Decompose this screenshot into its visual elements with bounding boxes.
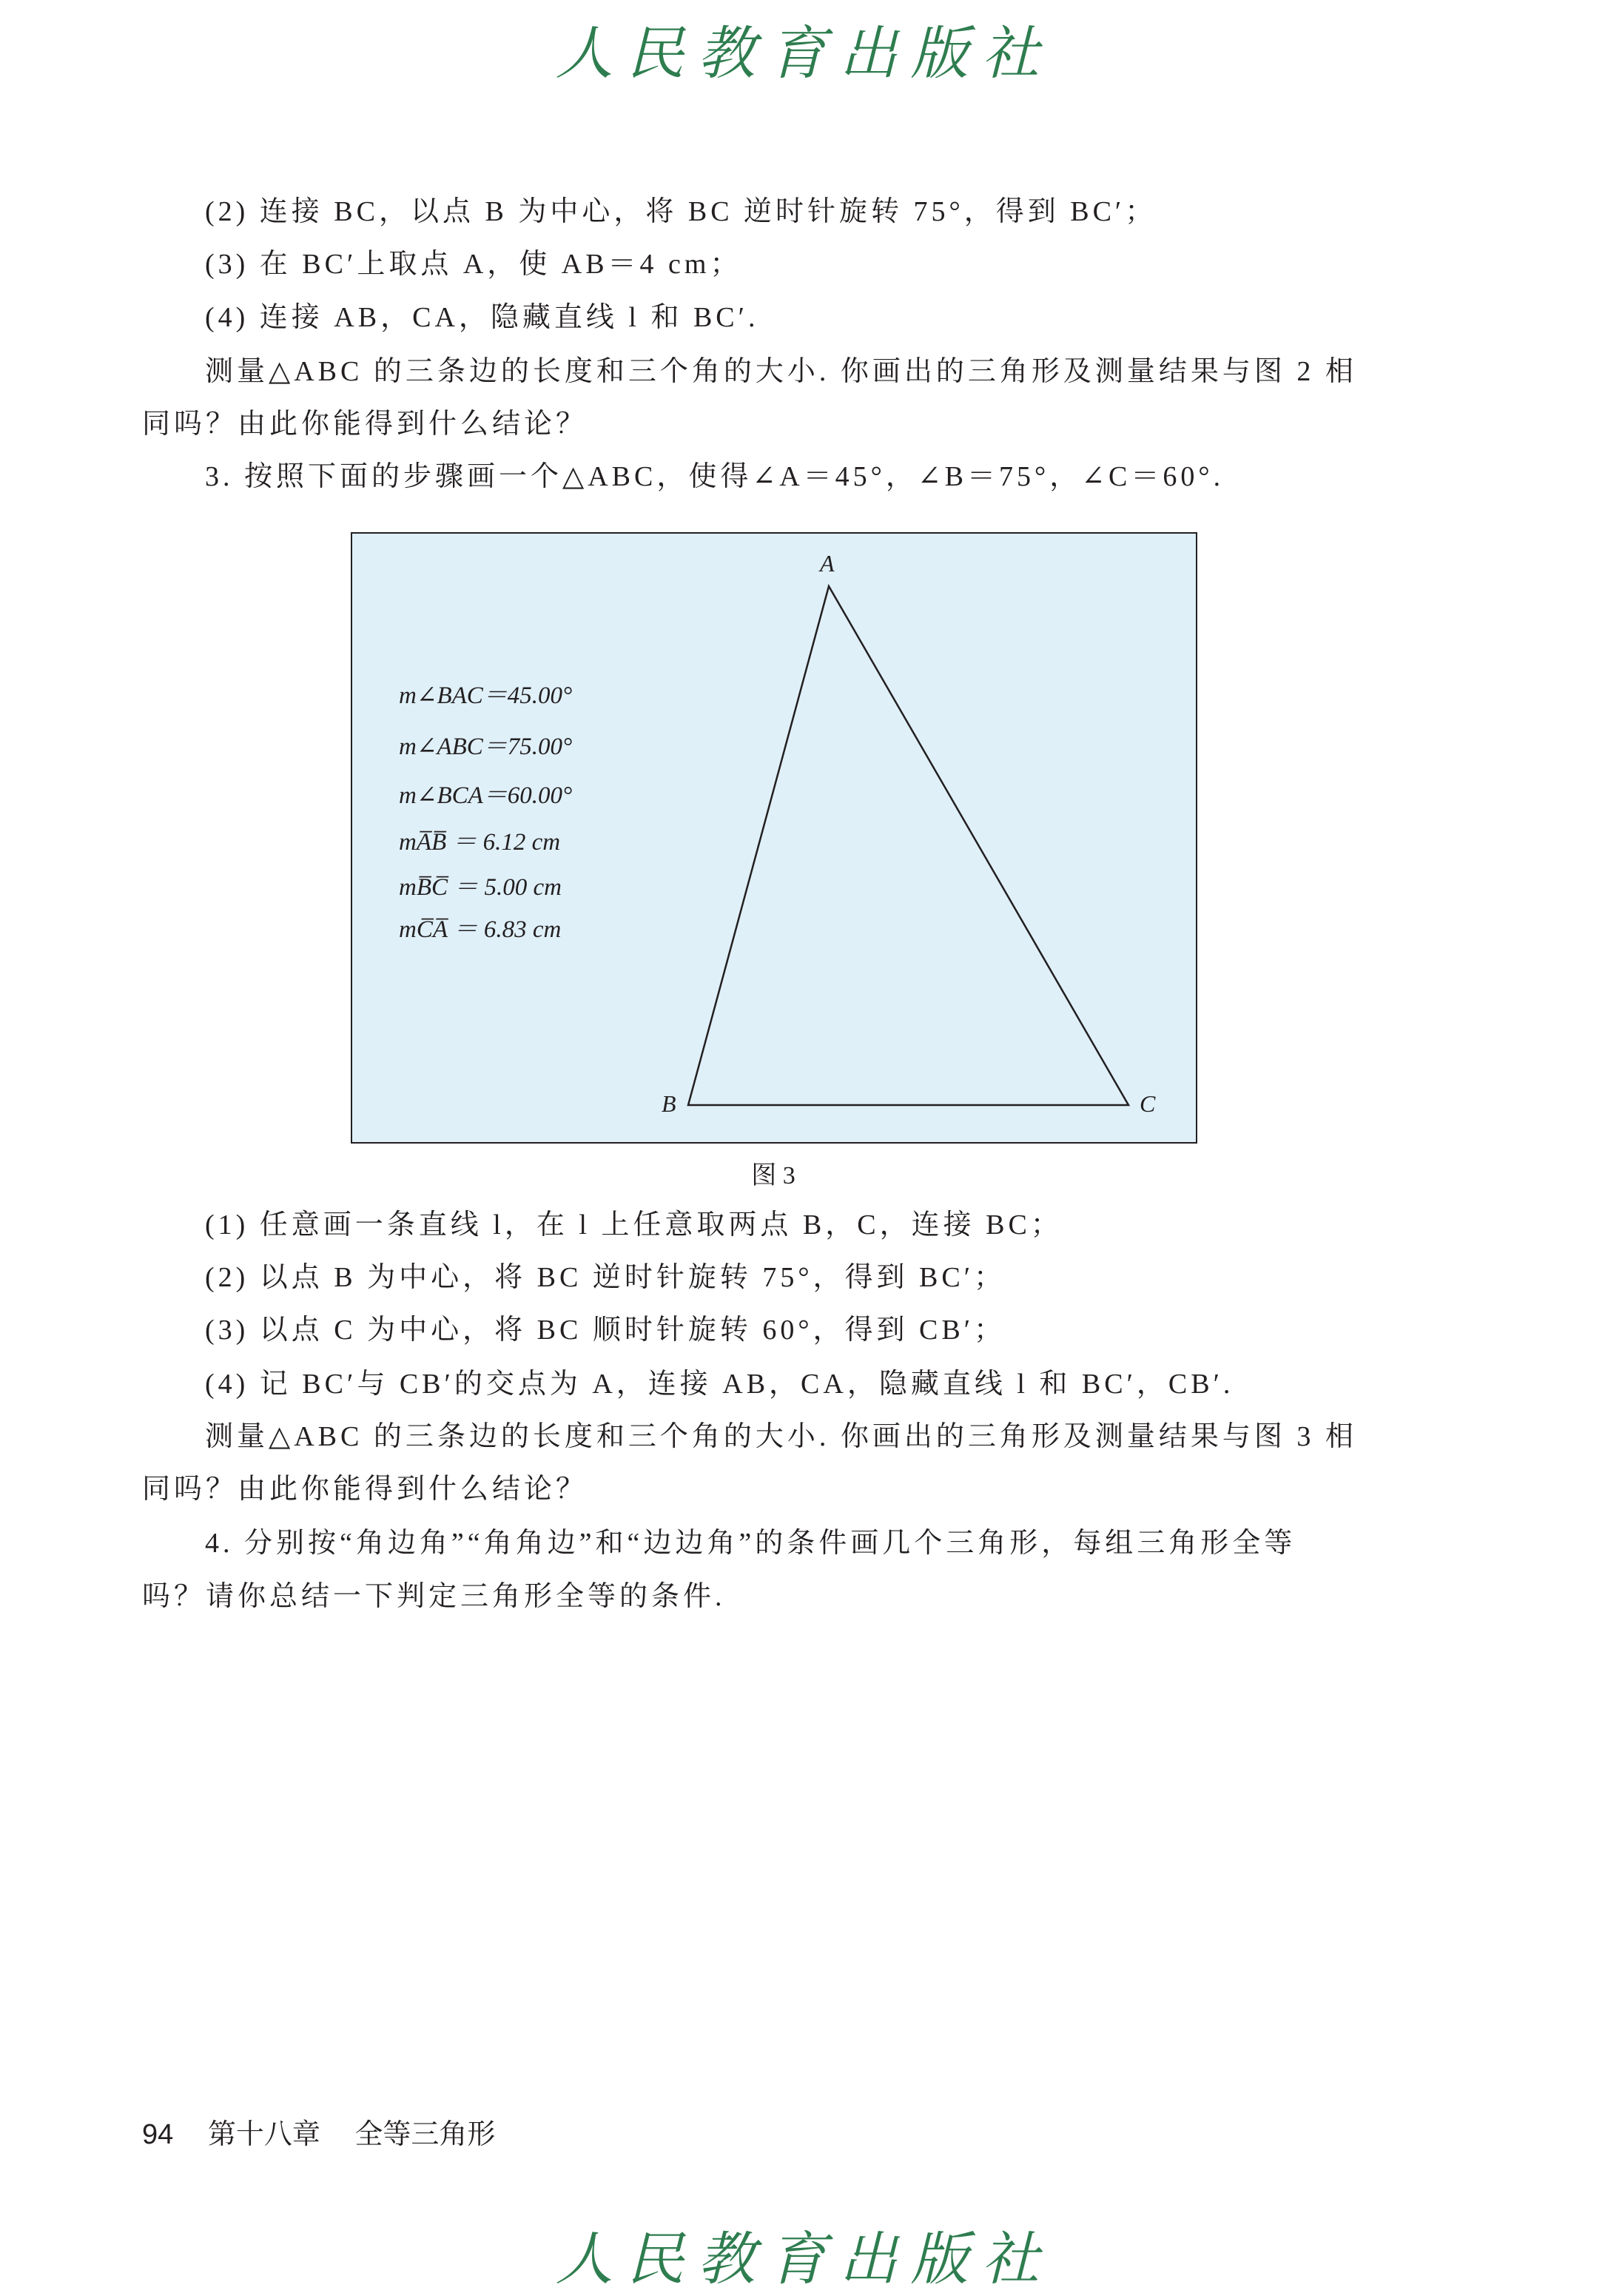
vertex-label-b: B (662, 1090, 676, 1117)
figure-caption: 图 3 (751, 1162, 795, 1189)
page-number: 94 (142, 2119, 174, 2150)
page-footer (142, 2111, 522, 2152)
question-text: 同吗？由此你能得到什么结论？ (142, 1474, 588, 1505)
publisher-logo-footer: 人民教育出版社 (555, 2226, 1053, 2293)
question-text: 测量△ABC 的三条边的长度和三个角的大小. 你画出的三角形及测量结果与图 3 相 (205, 1421, 1357, 1452)
exercise-title: 3. 按照下面的步骤画一个△ABC，使得∠A＝45°，∠B＝75°，∠C＝60°. (205, 461, 1225, 492)
step-text: (3) 在 BC′上取点 A，使 AB＝4 cm； (205, 249, 742, 280)
measurement-angle-bac: m∠BAC＝45.00° (399, 682, 573, 709)
vertex-label-c: C (1140, 1090, 1156, 1117)
step-text: (1) 任意画一条直线 l，在 l 上任意取两点 B，C，连接 BC； (205, 1209, 1063, 1241)
vertex-label-a: A (820, 550, 835, 577)
step-text: (4) 记 BC′与 CB′的交点为 A，连接 AB，CA，隐藏直线 l 和 BC′，CB′. (205, 1369, 1234, 1400)
publisher-logo: 人民教育出版社 (555, 21, 1053, 87)
triangle-abc (688, 586, 1128, 1105)
measurement-angle-bca: m∠BCA＝60.00° (399, 782, 573, 809)
step-text: (2) 连接 BC，以点 B 为中心，将 BC 逆时针旋转 75°，得到 BC′； (205, 196, 1157, 227)
measurement-ab: mA̅B̅ ＝ 6.12 cm (399, 829, 561, 856)
chapter-label: 第十八章 (207, 2119, 320, 2150)
figure-3 (351, 532, 1197, 1144)
chapter-title: 全等三角形 (354, 2119, 496, 2150)
step-text: (2) 以点 B 为中心，将 BC 逆时针旋转 75°，得到 BC′； (205, 1262, 1006, 1293)
step-text: (4) 连接 AB，CA，隐藏直线 l 和 BC′. (205, 302, 759, 333)
measurement-angle-abc: m∠ABC＝75.00° (399, 734, 573, 760)
exercise-text: 吗？请你总结一下判定三角形全等的条件. (142, 1581, 726, 1612)
measurement-ca: mC̅A̅ ＝ 6.83 cm (399, 916, 562, 943)
question-text: 同吗？由此你能得到什么结论？ (142, 409, 588, 440)
step-text: (3) 以点 C 为中心，将 BC 顺时针旋转 60°，得到 CB′； (205, 1315, 1006, 1346)
measurement-bc: mB̅C̅ ＝ 5.00 cm (399, 874, 562, 901)
exercise-text: 4. 分别按“角边角”“角角边”和“边边角”的条件画几个三角形，每组三角形全等 (205, 1528, 1296, 1559)
question-text: 测量△ABC 的三条边的长度和三个角的大小. 你画出的三角形及测量结果与图 2 相 (205, 356, 1357, 387)
